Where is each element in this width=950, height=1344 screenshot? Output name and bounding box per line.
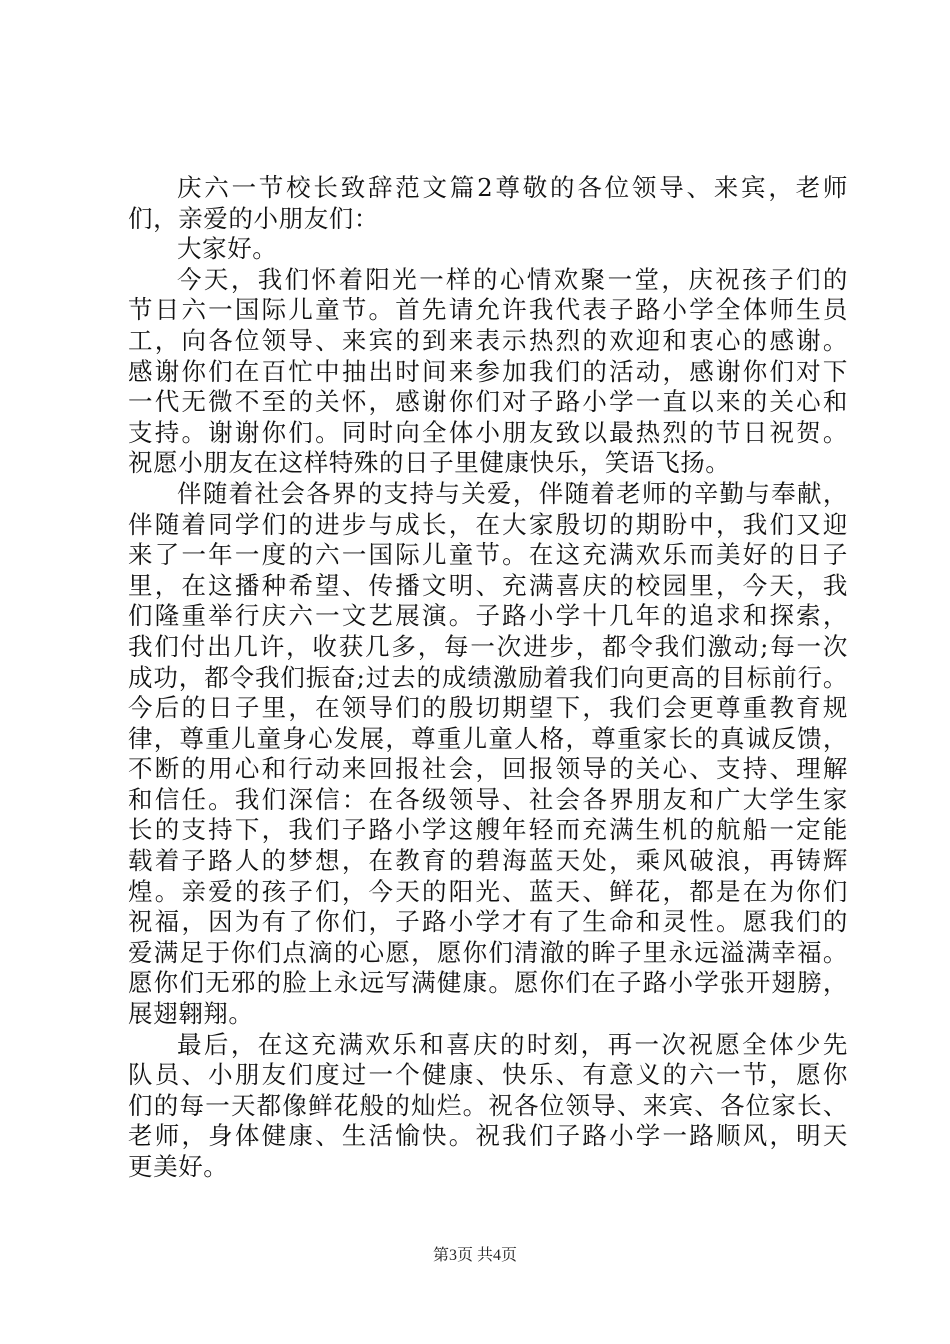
text-line: 感谢你们在百忙中抽出时间来参加我们的活动，感谢你们对下 [128, 356, 848, 386]
text-line: 愿你们无邪的脸上永远写满健康。愿你们在子路小学张开翅膀， [128, 968, 848, 998]
text-line: 不断的用心和行动来回报社会，回报领导的关心、支持、理解 [128, 754, 848, 784]
paragraph-5 [128, 1030, 848, 1183]
text-line: 队员、小朋友们度过一个健康、快乐、有意义的六一节，愿你 [128, 1060, 848, 1090]
text-line: 今天，我们怀着阳光一样的心情欢聚一堂，庆祝孩子们的 [177, 264, 848, 294]
text-line: 今后的日子里，在领导们的殷切期望下，我们会更尊重教育规 [128, 693, 848, 723]
page-footer [0, 1242, 950, 1265]
text-line: 一代无微不至的关怀，感谢你们对子路小学一直以来的关心和 [128, 387, 848, 417]
text-line: 载着子路人的梦想，在教育的碧海蓝天处，乘风破浪，再铸辉 [128, 846, 848, 876]
paragraph-3 [128, 265, 848, 479]
text-line: 祝福，因为有了你们，子路小学才有了生命和灵性。愿我们的 [128, 907, 848, 937]
text-line: 律，尊重儿童身心发展，尊重儿童人格，尊重家长的真诚反馈， [128, 723, 848, 753]
text-line: 祝愿小朋友在这样特殊的日子里健康快乐，笑语飞扬。 [128, 448, 731, 478]
text-line: 来了一年一度的六一国际儿童节。在这充满欢乐而美好的日子 [128, 540, 848, 570]
text-line: 节日六一国际儿童节。首先请允许我代表子路小学全体师生员 [128, 295, 848, 325]
text-line: 展翅翱翔。 [128, 999, 254, 1029]
text-line: 们隆重举行庆六一文艺展演。子路小学十几年的追求和探索， [128, 601, 848, 631]
text-line: 煌。亲爱的孩子们，今天的阳光、蓝天、鲜花，都是在为你们 [128, 876, 848, 906]
text-line: 长的支持下，我们子路小学这艘年轻而充满生机的航船一定能 [128, 815, 848, 845]
text-line: 们的每一天都像鲜花般的灿烂。祝各位领导、来宾、各位家长、 [128, 1090, 848, 1120]
document-body [128, 173, 848, 1183]
text-line: 里，在这播种希望、传播文明、充满喜庆的校园里，今天，我 [128, 570, 848, 600]
text-line: 爱满足于你们点滴的心愿，愿你们清澈的眸子里永远溢满幸福。 [128, 937, 848, 967]
text-line: 成功，都令我们振奋;过去的成绩激励着我们向更高的目标前行。 [128, 662, 848, 692]
text-line: 工，向各位领导、来宾的到来表示热烈的欢迎和衷心的感谢。 [128, 325, 848, 355]
text-line: 和信任。我们深信：在各级领导、社会各界朋友和广大学生家 [128, 784, 848, 814]
text-line: 支持。谢谢你们。同时向全体小朋友致以最热烈的节日祝贺。 [128, 417, 848, 447]
paragraph-2 [128, 234, 848, 265]
text-line: 老师，身体健康、生活愉快。祝我们子路小学一路顺风，明天 [128, 1121, 848, 1151]
paragraph-1 [128, 173, 848, 234]
text-line: 大家好。 [177, 234, 278, 264]
text-line: 们，亲爱的小朋友们： [128, 203, 379, 233]
text-line: 更美好。 [128, 1152, 229, 1181]
paragraph-4 [128, 479, 848, 1030]
text-line: 伴随着社会各界的支持与关爱，伴随着老师的辛勤与奉献， [177, 478, 848, 508]
text-line: 我们付出几许，收获几多，每一次进步，都令我们激动;每一次 [128, 631, 848, 661]
text-line: 最后，在这充满欢乐和喜庆的时刻，再一次祝愿全体少先 [177, 1029, 848, 1059]
text-line: 伴随着同学们的进步与成长，在大家殷切的期盼中，我们又迎 [128, 509, 848, 539]
page-number: 第3页 共4页 [432, 1247, 517, 1264]
text-line: 庆六一节校长致辞范文篇2尊敬的各位领导、来宾，老师 [177, 173, 848, 202]
